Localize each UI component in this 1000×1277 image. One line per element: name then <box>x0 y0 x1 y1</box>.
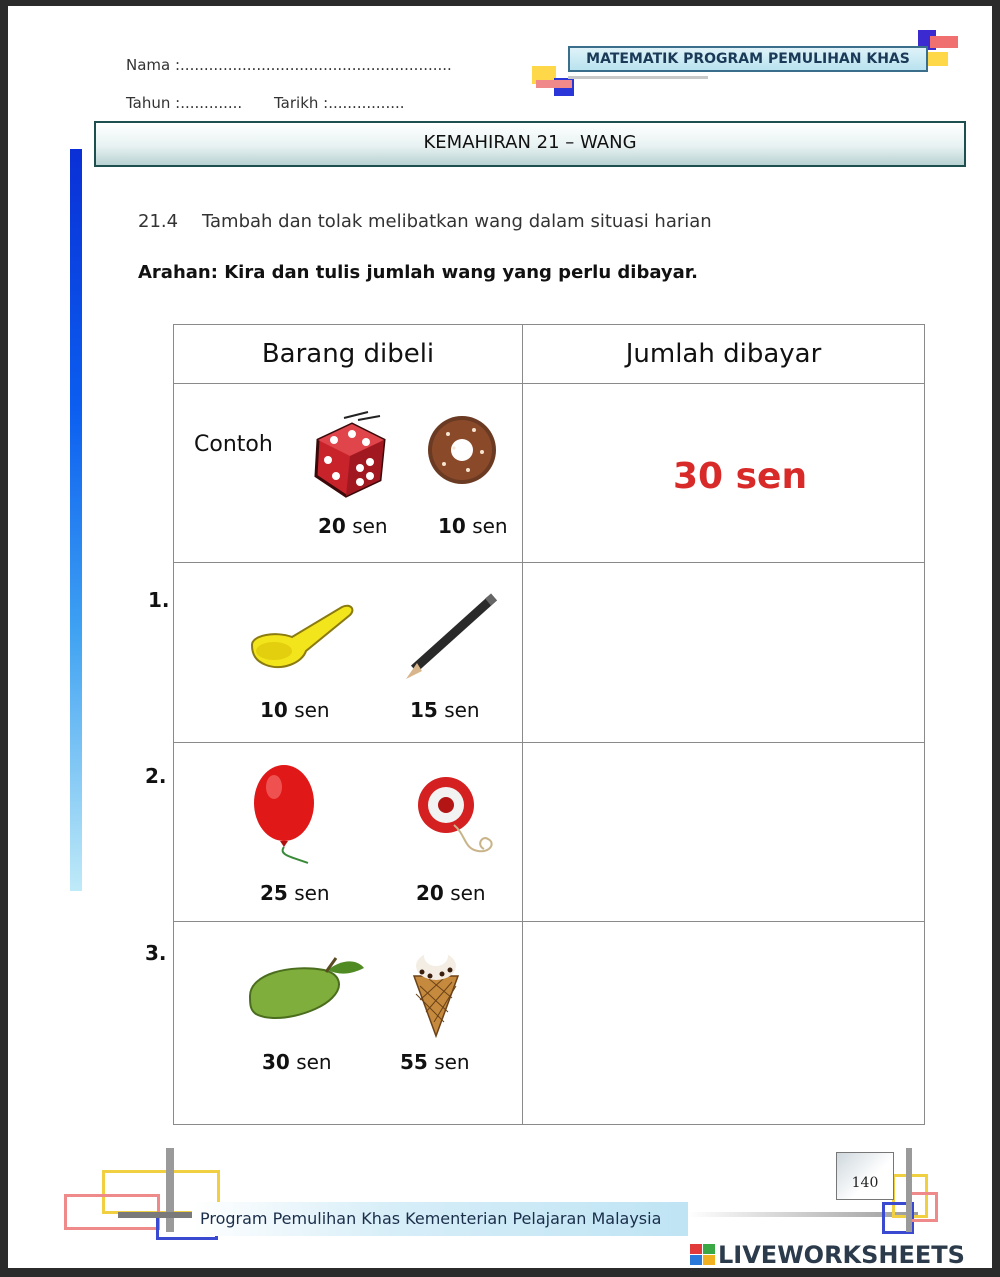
banner-decoration <box>568 76 708 79</box>
nama-field: Nama :......................................................... <box>126 56 452 74</box>
items-cell <box>174 922 523 1125</box>
footer-decoration <box>908 1192 938 1222</box>
topic-title: KEMAHIRAN 21 – WANG <box>94 121 966 167</box>
table-row-example <box>174 384 925 563</box>
banner-decoration <box>536 80 572 88</box>
item-price: 15 sen <box>410 698 480 722</box>
instruction: Arahan: Kira dan tulis jumlah wang yang perlu dibayar. <box>138 262 698 283</box>
item-price: 55 sen <box>400 1050 470 1074</box>
example-answer: 30 sen <box>673 456 808 497</box>
row-number: 2. <box>145 764 167 788</box>
header-jumlah: Jumlah dibayar <box>523 325 925 384</box>
banner-decoration <box>926 52 948 66</box>
shopping-table <box>173 324 925 1125</box>
item-price: 10 sen <box>438 514 508 538</box>
footer-decoration <box>118 1212 194 1218</box>
mango-icon <box>244 950 368 1026</box>
dice-icon <box>304 410 394 500</box>
item-price: 20 sen <box>416 881 486 905</box>
footer-decoration <box>906 1148 912 1232</box>
table-row <box>174 563 925 743</box>
donut-icon <box>424 412 500 488</box>
items-cell <box>174 384 523 563</box>
subtopic-text: Tambah dan tolak melibatkan wang dalam situasi harian <box>202 211 712 232</box>
answer-cell <box>523 743 925 922</box>
header-barang: Barang dibeli <box>174 325 523 384</box>
ice-cream-icon <box>408 942 464 1038</box>
item-price: 25 sen <box>260 881 330 905</box>
subtopic-number: 21.4 <box>138 211 179 232</box>
item-price: 10 sen <box>260 698 330 722</box>
item-price: 20 sen <box>318 514 388 538</box>
worksheet-page <box>8 6 992 1268</box>
answer-cell <box>523 384 925 563</box>
banner-decoration <box>930 36 958 48</box>
example-label: Contoh <box>194 432 273 457</box>
pencil-icon <box>400 591 500 681</box>
table-row <box>174 743 925 922</box>
side-stripe <box>70 149 82 891</box>
page-number: 140 <box>836 1152 894 1200</box>
footer-decoration <box>166 1148 174 1232</box>
items-cell <box>174 563 523 743</box>
row-number: 3. <box>145 941 167 965</box>
answer-cell <box>523 563 925 743</box>
subject-banner: MATEMATIK PROGRAM PEMULIHAN KHAS <box>568 46 928 72</box>
tahun-field: Tahun :............. <box>126 94 243 112</box>
yoyo-icon <box>410 769 506 865</box>
table-row <box>174 922 925 1125</box>
row-number: 1. <box>148 588 170 612</box>
footer-program: Program Pemulihan Khas Kementerian Pelajaran Malaysia <box>192 1202 688 1236</box>
tarikh-field: Tarikh :................ <box>274 94 405 112</box>
liveworksheets-logo-icon <box>690 1244 716 1266</box>
items-cell <box>174 743 523 922</box>
balloon-icon <box>248 763 324 867</box>
item-price: 30 sen <box>262 1050 332 1074</box>
spoon-icon <box>246 599 358 675</box>
liveworksheets-watermark: LIVEWORKSHEETS <box>690 1238 990 1272</box>
answer-cell <box>523 922 925 1125</box>
